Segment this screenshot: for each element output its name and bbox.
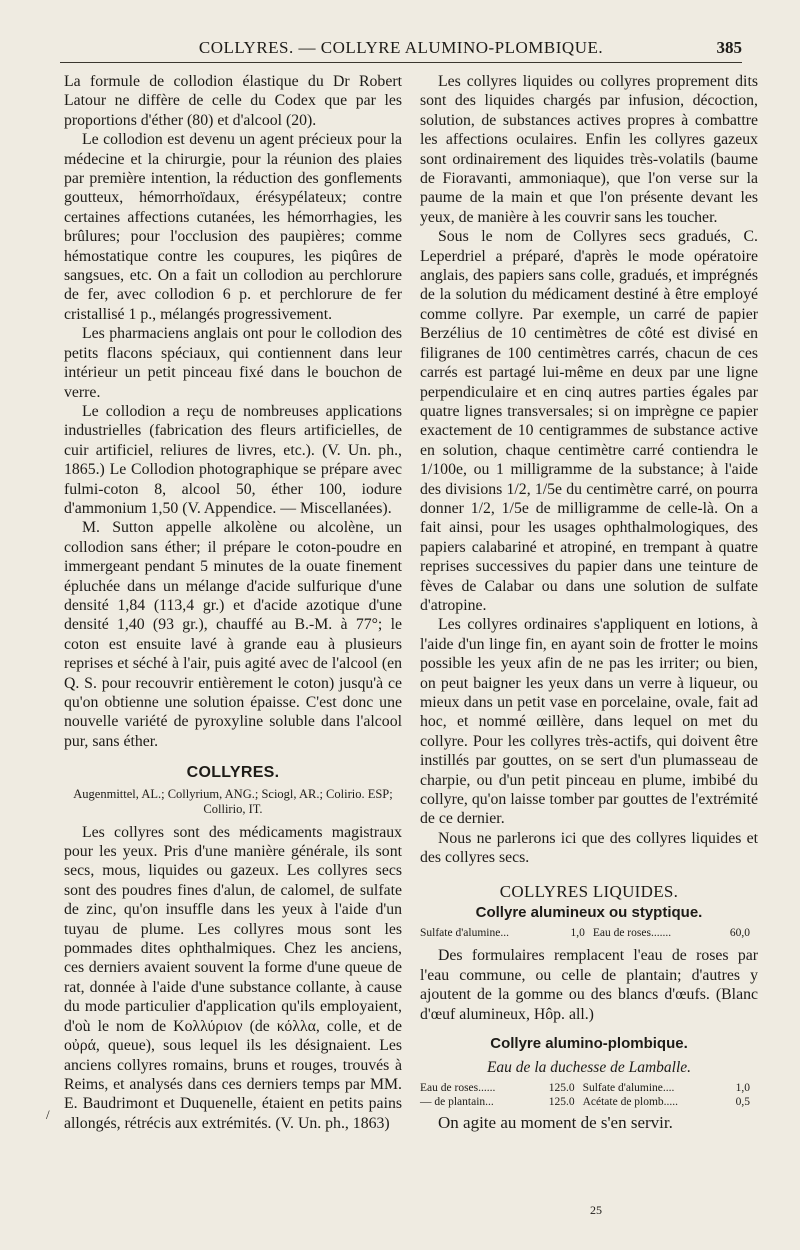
ingredient: Eau de roses.......	[592, 927, 672, 940]
ingredient: Acétate de plomb.....	[582, 1095, 679, 1108]
recipe-title: Collyre alumineux ou styptique.	[475, 904, 703, 922]
quantity: 1,0	[735, 1081, 750, 1094]
paragraph: On agite au moment de s'en servir.	[438, 1112, 673, 1132]
page-title: COLLYRES. — COLLYRE ALUMINO-PLOMBIQUE.	[198, 38, 604, 57]
quantity: 1,0	[570, 927, 585, 940]
ingredient: — de plantain...	[420, 1095, 494, 1108]
paragraph: La formule de collodion élastique du Dr Robert Latour ne diffère de celle du Codex que par les proportions d'éther (80) et d'alcool (20).	[64, 73, 402, 129]
margin-mark: /	[46, 1107, 50, 1122]
section-heading: COLLYRES.	[186, 764, 280, 782]
quantity: 60,0	[729, 927, 750, 940]
paragraph: Les collyres sont des médicaments magistraux pour les yeux. Pris d'une manière générale, ils sont secs, mous, liquides ou gazeux. Les collyres secs sont des poudres fines d'alun, de calomel, de sulfate de zinc, qu'on insuffle dans les yeux à l'aide d'un tuyau de plume. Les collyres mous sont les pommades dites ophthalmiques. Chez les anciens, ces derniers avaient souvent la forme d'une queue de rat, donnée à l'aide d'une substance collante, à cause du mode particulier d'application qu'ils employaient, d'où le nom de Κολλύριον (de κόλλα, colle, et de οὐρά, queue), sous lequel ils les désignaient. Les anciens collyres romains, bruns et rouges, trouvés à Reims, et analysés dans ces derniers temps par MM. E. Baudrimont et Duquenelle, étaient en petits pains allongés, rétrécis aux extrémités. (V. Un. ph., 1863)	[64, 823, 402, 1132]
running-header	[60, 38, 742, 63]
page-number: 385	[716, 38, 742, 57]
quantity: 125.0	[548, 1081, 575, 1094]
paragraph: Les collyres ordinaires s'appliquent en lotions, à l'aide d'un linge fin, en ayant soin de frotter le moins possible les yeux afin de ne pas les irriter; ou bien, on peut baigner les yeux dans un verre à liqueur, ou mieux dans un petit vase en porcelaine, ovale, fait ad hoc, et nommé œillère, dans lequel on met du collyre. Pour les collyres très-actifs, qui doivent être instillés par gouttes, on se sert d'un plumasseau de charpie, ou d'un petit pinceau en plume, imbibé du collyre, qu'on laisse tomber par gouttes de l'extrémité de ce dernier.	[420, 616, 758, 828]
paragraph: Nous ne parlerons ici que des collyres liquides et des collyres secs.	[420, 829, 758, 867]
section-heading: COLLYRES LIQUIDES.	[499, 881, 679, 901]
recipe-table	[420, 1081, 758, 1109]
quantity: 125.0	[548, 1095, 575, 1108]
paragraph: Des formulaires remplacent l'eau de roses par l'eau commune, ou celle de plantain; d'autres y ajoutent de la gomme ou des blancs d'œufs. (Blanc d'œuf alumineux, Hôp. all.)	[420, 947, 758, 1023]
left-column	[64, 72, 402, 1133]
paragraph: Sous le nom de Collyres secs gradués, C. Leperdriel a préparé, d'après le mode opératoire anglais, des papiers sans colle, gradués, et imprégnés de la solution du médicament destiné à être employé comme collyre. Par exemple, un carré de papier Berzélius de 10 centimètres de côté est divisé en filigranes de 100 centimètres carrés, chacun de ces carrés est partagé lui-même en deux par une ligne perpendiculaire et en cinq autres parties égales par quatre lignes transversales; si on imprègne ce papier exactement de 10 centigrammes de substance active en solution, chaque centimètre carré contiendra le 1/100e, ou 1 milligramme de la substance; à l'aide des divisions 1/2, 1/5e du centimètre carré, on pourra donner 1/2, 1/5e de milligramme de celle-là. On a fait ainsi, pour les usages ophthalmologiques, des papiers calabariné et atropiné, en trempant à quatre reprises successives du papier dans une teinture de fèves de Calabar ou dans une solution de sulfate d'atropine.	[420, 228, 758, 614]
quantity: 0,5	[735, 1095, 750, 1108]
ingredient: Eau de roses......	[420, 1081, 496, 1094]
paragraph: Le collodion a reçu de nombreuses applications industrielles (fabrication des fleurs artificielles, de cuir artificiel, reliures de livres, etc.). (V. Un. ph., 1865.) Le Collodion photographique se prépare avec fulmi-coton 8, alcool 50, éther 100, iodure d'ammonium 1,50 (V. Appendice. — Miscellanées).	[64, 402, 402, 517]
recipe-row	[420, 1095, 758, 1109]
paragraph: Le collodion est devenu un agent précieux pour la médecine et la chirurgie, pour la réunion des plaies par première intention, la réduction des gonflements goutteux, hémorrhoïdaux, érésypélateux; contre certaines affections cutanées, les hémorrhagies, les brûlures; pour l'occlusion des paupières; comme hémostatique contre les coupures, les piqûres de sangsues, etc. On a fait un collodion au perchlorure de fer, avec collodion 6 p. et perchlorure de fer cristallisé 1 p., mélangés progressivement.	[64, 131, 402, 323]
paragraph: Les pharmaciens anglais ont pour le collodion des petits flacons spéciaux, qui contiennent dans leur intérieur un petit pinceau fixé dans le bouchon de verre.	[64, 325, 402, 401]
recipe-title: Collyre alumino-plombique.	[490, 1035, 688, 1053]
paragraph: Les collyres liquides ou collyres proprement dits sont des liquides chargés par infusion, décoction, solution, de substances actives propres à combattre les affections oculaires. Enfin les collyres gazeux sont ordinairement des liquides très-volatils (baume de Fioravanti, ammoniaque), que l'on verse sur la paume de la main et que l'on présente devant les yeux, de manière à les couvrir sans les toucher.	[420, 73, 758, 226]
recipe-row	[420, 1081, 758, 1095]
recipe-row	[420, 926, 758, 940]
ingredient: Sulfate d'alumine...	[420, 927, 509, 940]
synonyms-line: Augenmittel, AL.; Collyrium, ANG.; Sciogl, AR.; Colirio. ESP; Collirio, IT.	[73, 786, 393, 816]
recipe-table	[420, 926, 758, 940]
paragraph: M. Sutton appelle alkolène ou alcolène, un collodion sans éther; il prépare le coton-poudre en immergeant pendant 5 minutes de la ouate finement épluchée dans un mélange d'acide sulfurique d'une densité 1,84 (113,4 gr.) et d'acide azotique d'une densité 1,40 (93 gr.), chauffé au B.-M. à 77°; le coton est ensuite lavé à grande eau à plusieurs reprises et séché à l'air, puis agité avec de l'alcool (en Q. S. pour recouvrir entièrement le coton) jusqu'à ce qu'on obtienne une solution épaisse. C'est donc une nouvelle variété de pyroxyline soluble dans l'alcool pur, sans éther.	[64, 519, 402, 750]
right-column	[420, 72, 758, 1132]
signature-mark: 25	[590, 1203, 602, 1217]
recipe-subtitle: Eau de la duchesse de Lamballe.	[486, 1058, 692, 1076]
ingredient: Sulfate d'alumine....	[582, 1081, 675, 1094]
